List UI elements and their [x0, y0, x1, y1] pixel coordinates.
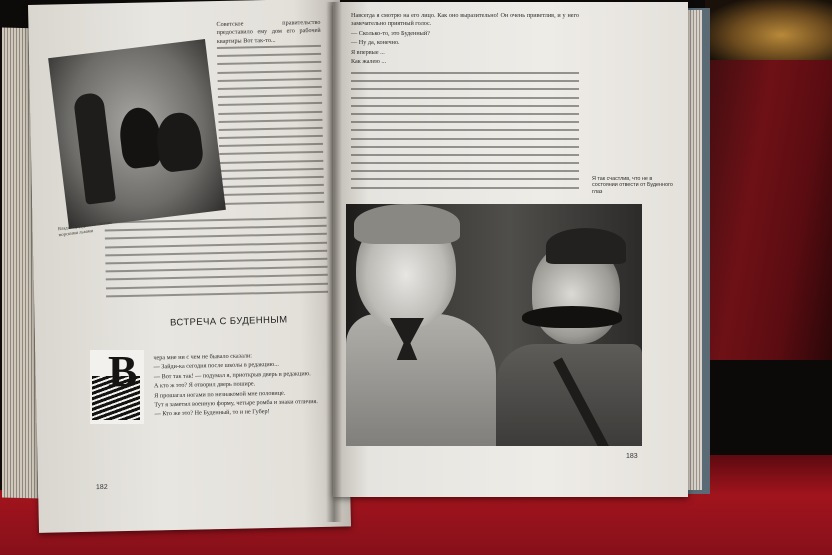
- body-line: — Зайди-ка сегодня после школы в редакцию...: [153, 361, 279, 371]
- left-wide-text-lines: [105, 217, 329, 304]
- left-body-column: [153, 351, 332, 421]
- mustache: [522, 306, 622, 328]
- body-line: А кто ж это? Я отворил дверь пошире.: [153, 380, 256, 390]
- illustrated-drop-cap: [90, 347, 144, 424]
- red-velvet-chair: [700, 60, 832, 360]
- left-top-column: [216, 19, 321, 47]
- right-paragraph: Как жалею ...: [351, 58, 387, 66]
- left-photo-caption: Владимир Дуров со своими морскими львами: [57, 219, 112, 237]
- right-paragraph: Я впервые ...: [351, 48, 385, 56]
- left-column-text-lines: [217, 45, 324, 211]
- body-intro: чера мне ни с чем не бывало сказали:: [153, 352, 253, 362]
- right-text-lines: [351, 72, 579, 195]
- right-paragraph: Навсегда я смотрю на его лицо. Как оно выразительно! Он очень приветлив, и у него замечательно приятный голос.: [351, 12, 579, 28]
- body-line: — Вот так так! — подумал я, приоткрыв дверь в редакцию.: [153, 369, 311, 381]
- book-page-edges-right: [688, 10, 702, 490]
- photo-boy-with-budyonny: [346, 204, 642, 446]
- left-page-number: 182: [95, 483, 108, 492]
- drop-cap-letter: В: [108, 347, 138, 396]
- right-paragraph: — Сколько-то, это Буденный?: [351, 29, 430, 37]
- trainer-figure: [73, 92, 116, 205]
- right-page-number: 183: [626, 453, 638, 460]
- photo-durov-sea-lions: [48, 39, 226, 229]
- officer-hair: [546, 228, 626, 264]
- sea-lion-figure: [154, 110, 205, 173]
- right-top-column: [351, 12, 579, 67]
- chapter-title: ВСТРЕЧА С БУДЕННЫМ: [169, 314, 288, 329]
- body-line: Тут я заметил военную форму, четыре ромба и знаки отличия.: [154, 398, 318, 409]
- right-paragraph: — Ну да, конечно.: [351, 39, 400, 47]
- body-line: Я прошагал ногами по незнакомой мне половице.: [154, 389, 286, 400]
- officer-uniform: [496, 344, 642, 446]
- boy-hair: [354, 204, 460, 244]
- left-top-text: Советское правительство предоставило ему дом его рабочей квартиры Вот так-то...: [216, 18, 321, 45]
- boy-body: [346, 314, 496, 446]
- book-gutter-shadow: [326, 2, 342, 522]
- right-photo-caption: Я так счастлив, что не в состоянии отвести от Буденного глаз: [592, 176, 673, 195]
- body-line: — Кто же это? Не Буденный, то и не Губер!: [154, 408, 270, 418]
